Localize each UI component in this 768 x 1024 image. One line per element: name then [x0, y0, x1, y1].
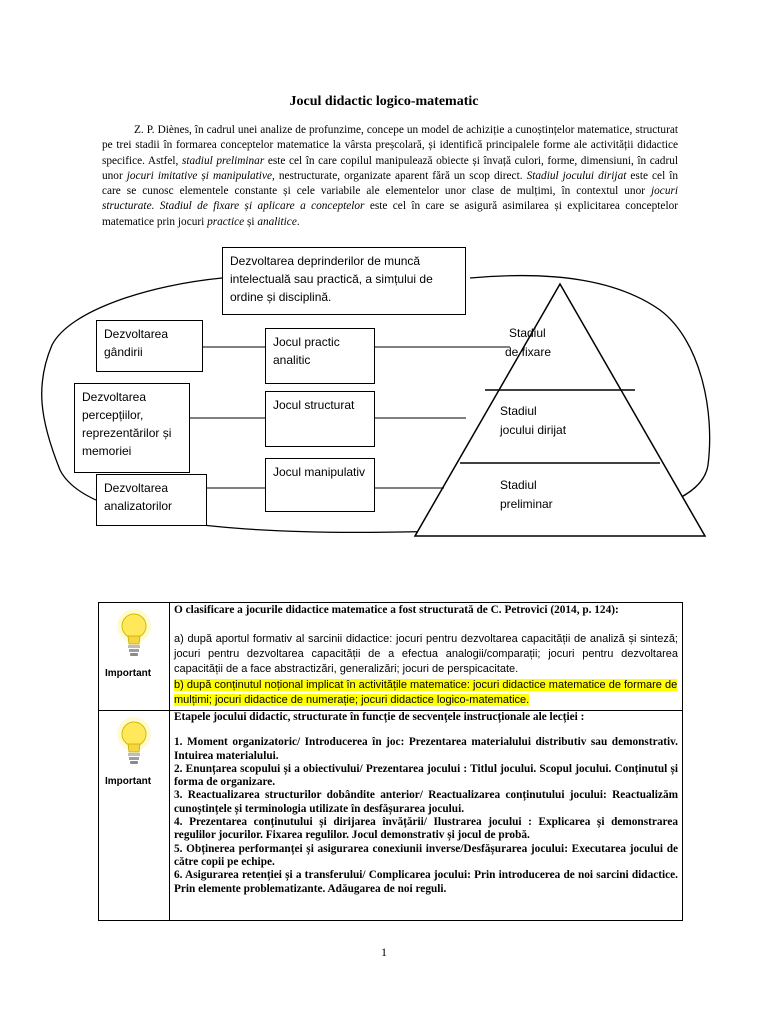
- intro-italic: jocuri structurate. Stadiul de fixare și aplicare a conceptelor: [102, 185, 679, 213]
- pyramid-label-bottom: [500, 476, 553, 514]
- classification-heading: O clasificare a jocurile didactice matematice a fost structurată de C. Petrovici (2014, p. 124):: [174, 604, 619, 616]
- intro-italic: stadiul preliminar: [181, 154, 265, 167]
- classification-cell: [170, 603, 683, 711]
- intro-text: .: [296, 215, 300, 228]
- classification-a: a) după aportul formativ al sarcinii didactice: jocuri pentru dezvoltarea capacității de analiză și sinteză; jocuri pentru dezvoltarea capacității de a efectua analogii/comparații; jocuri pentru dezvoltarea capacității de a face abstractizări, generalizări; jocuri de perspicacitate.: [174, 633, 678, 675]
- list-item: 4. Prezentarea conținutului și dirijarea învățării/ Ilustrarea jocului : Explicarea și demonstrarea regulilor jocurilor. Fixarea regulilor. Jocul demonstrativ și jocul de probă.: [174, 816, 678, 842]
- stages-cell: [170, 711, 683, 921]
- table-row: [99, 603, 683, 711]
- list-item: 2. Enunțarea scopului și a obiectivului/ Prezentarea jocului : Titlul jocului. Scopul jocului. Conținutul și forma de organizare.: [174, 762, 678, 789]
- pyramid-label-middle: [500, 402, 566, 440]
- left-box-analizatori: Dezvoltarea analizatorilor: [96, 474, 207, 526]
- classification-b: [174, 678, 678, 708]
- important-table: [98, 602, 683, 921]
- list-item: 5. Obținerea performanței și asigurarea conexiunii inverse/Desfășurarea jocului: Executarea jocului de către copii pe echipe.: [174, 842, 678, 868]
- lightbulb-icon: [114, 608, 154, 660]
- list-item: 1. Moment organizatoric/ Introducerea în joc: Prezentarea materialului distributiv sau demonstrativ. Intuirea materialului.: [174, 736, 678, 762]
- pyramid-label-top: [505, 324, 551, 362]
- list-item: 3. Reactualizarea structurilor dobândite anterior/ Reactualizarea conținutului jocului: Reactualizăm cunoștințele și terminologia utilizate în desfășurarea jocului.: [174, 789, 678, 815]
- pyramid-label-line: Stadiul: [500, 404, 537, 418]
- icon-cell: [99, 711, 170, 921]
- intro-text: nestructurate, organizate aparent fără un scop direct.: [278, 169, 523, 182]
- intro-text: Z. P. Diènes, în cadrul unei analize de profunzime, concepe un model de achiziție a cunoștințelor matematice, structurat pe trei stadii în formarea conceptelor matematice la vârsta preșcolară, și identifică principalele forme ale activității didactice specifice. Astfel,: [102, 124, 678, 167]
- left-box-gandire: Dezvoltarea gândirii: [96, 320, 203, 372]
- lightbulb-icon: [114, 716, 154, 768]
- intro-text: este cel în care se cunosc elementele constante și cele variabile ale elementelor unor clase de mulțimi, în contextul unor: [102, 169, 679, 198]
- intro-italic: practice: [207, 215, 245, 228]
- table-row: [99, 711, 683, 921]
- intro-text: este cel în care copilul manipulează obiecte și învață culori, forme, dimensiuni, în cadrul unor: [102, 154, 679, 182]
- intro-italic: jocuri imitative și manipulative,: [126, 169, 275, 182]
- mid-box-manipulativ: Jocul manipulativ: [265, 458, 375, 512]
- intro-text: este cel în care se asigură asimilarea și explicitarea conceptelor matematice prin jocuri: [102, 200, 678, 228]
- pyramid-label-line: Stadiul: [500, 478, 537, 492]
- pyramid-label-line: Stadiul: [509, 326, 546, 340]
- mid-box-practic: Jocul practic analitic: [265, 328, 375, 384]
- icon-cell: [99, 603, 170, 711]
- top-box: Dezvoltarea deprinderilor de muncă intelectuală sau practică, a simțului de ordine și disciplină.: [222, 247, 466, 315]
- important-label: Important: [105, 776, 152, 787]
- stages-heading: Etapele jocului didactic, structurate în funcție de secvențele instrucționale ale lecției :: [174, 711, 585, 723]
- important-label: Important: [105, 668, 152, 679]
- pyramid-label-line: jocului dirijat: [500, 423, 567, 437]
- page-title: Jocul didactic logico-matematic: [289, 94, 479, 109]
- mid-box-structurat: Jocul structurat: [265, 391, 375, 447]
- pyramid-label-line: de fixare: [505, 345, 552, 359]
- page-number: 1: [381, 945, 387, 959]
- list-item: 6. Asigurarea retenției și a transferului/ Complicarea jocului: Prin introducerea de noi sarcini didactice. Prin elemente problematizante. Adăugarea de noi reguli.: [174, 869, 678, 895]
- highlighted-text: b) după conținutul noțional implicat în activitățile matematice: jocuri didactice matematice de formare de mulțimi; jocuri didactice de numerație; jocuri didactice logico-matematice.: [174, 679, 678, 706]
- intro-text: și: [246, 215, 255, 228]
- pyramid-label-line: preliminar: [500, 497, 553, 511]
- left-box-perceptii: Dezvoltarea percepțiilor, reprezentărilor și memoriei: [74, 383, 190, 473]
- intro-italic: Stadiul jocului dirijat: [526, 169, 627, 182]
- intro-italic: analitice: [257, 215, 297, 228]
